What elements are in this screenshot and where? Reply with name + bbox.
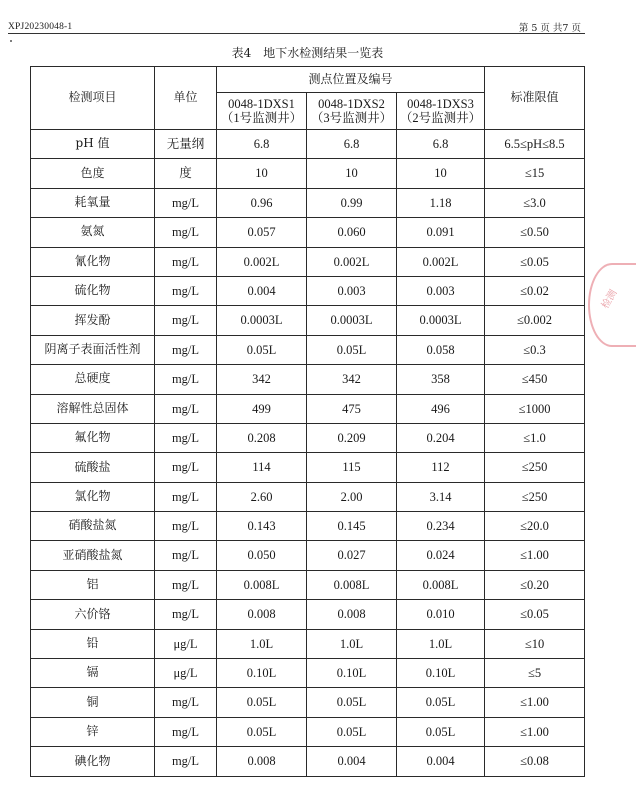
cell-v3: 0.05L <box>397 688 485 717</box>
cell-v3: 0.010 <box>397 600 485 629</box>
cell-v3: 0.058 <box>397 335 485 364</box>
cell-limit: ≤0.05 <box>485 600 585 629</box>
cell-v1: 0.05L <box>217 688 307 717</box>
site-code: 0048-1DXS1 <box>228 96 295 111</box>
cell-v2: 0.060 <box>307 218 397 247</box>
table-row <box>31 482 585 511</box>
cell-v2: 0.05L <box>307 717 397 746</box>
cell-v1: 0.008 <box>217 747 307 776</box>
cell-item: 硫化物 <box>31 276 155 305</box>
cell-v2: 0.145 <box>307 512 397 541</box>
table-row <box>31 394 585 423</box>
cell-v3: 0.002L <box>397 247 485 276</box>
cell-v1: 0.050 <box>217 541 307 570</box>
cell-limit: ≤3.0 <box>485 188 585 217</box>
cell-unit: mg/L <box>155 188 217 217</box>
cell-limit: ≤0.02 <box>485 276 585 305</box>
cell-v1: 0.143 <box>217 512 307 541</box>
page-info: 第 5 页 共7 页 <box>518 23 581 34</box>
cell-item: 锌 <box>31 717 155 746</box>
cell-v2: 115 <box>307 453 397 482</box>
cell-limit: ≤10 <box>485 629 585 658</box>
cell-v1: 0.0003L <box>217 306 307 335</box>
table-row <box>31 600 585 629</box>
cell-unit: mg/L <box>155 747 217 776</box>
site-name: （1号监测井） <box>220 111 303 125</box>
cell-unit: μg/L <box>155 659 217 688</box>
cell-item: 六价铬 <box>31 600 155 629</box>
table-row <box>31 629 585 658</box>
stamp-text: 检测 <box>599 288 620 311</box>
cell-v3: 1.18 <box>397 188 485 217</box>
cell-v1: 0.208 <box>217 423 307 452</box>
header-rule <box>8 33 585 34</box>
site-name: （3号监测井） <box>310 111 393 125</box>
cell-v1: 10 <box>217 159 307 188</box>
cell-item: 耗氧量 <box>31 188 155 217</box>
cell-unit: 无量纲 <box>155 130 217 159</box>
cell-limit: ≤0.05 <box>485 247 585 276</box>
cell-unit: mg/L <box>155 453 217 482</box>
cell-item: 氨氮 <box>31 218 155 247</box>
cell-v3: 1.0L <box>397 629 485 658</box>
table-row <box>31 247 585 276</box>
cell-v2: 0.002L <box>307 247 397 276</box>
table-body <box>31 130 585 777</box>
document-code: XPJ20230048-1 <box>8 22 73 32</box>
table-title: 表4 地下水检测结果一览表 <box>231 46 384 60</box>
cell-v3: 0.234 <box>397 512 485 541</box>
table-row <box>31 717 585 746</box>
cell-unit: mg/L <box>155 276 217 305</box>
cell-unit: mg/L <box>155 688 217 717</box>
cell-v2: 0.209 <box>307 423 397 452</box>
cell-v2: 6.8 <box>307 130 397 159</box>
cell-limit: ≤1.00 <box>485 688 585 717</box>
cell-v2: 0.99 <box>307 188 397 217</box>
cell-item: 铝 <box>31 570 155 599</box>
cell-item: 氟化物 <box>31 423 155 452</box>
table-row <box>31 512 585 541</box>
cell-v3: 496 <box>397 394 485 423</box>
cell-v2: 0.003 <box>307 276 397 305</box>
cell-unit: 度 <box>155 159 217 188</box>
cell-v2: 342 <box>307 365 397 394</box>
cell-v2: 0.008L <box>307 570 397 599</box>
cell-unit: mg/L <box>155 247 217 276</box>
cell-v2: 0.0003L <box>307 306 397 335</box>
site-header-2 <box>307 93 397 130</box>
table-row <box>31 159 585 188</box>
cell-item: 铜 <box>31 688 155 717</box>
cell-unit: mg/L <box>155 512 217 541</box>
table-row <box>31 306 585 335</box>
cell-v1: 114 <box>217 453 307 482</box>
cell-v3: 10 <box>397 159 485 188</box>
cell-v3: 0.204 <box>397 423 485 452</box>
cell-v2: 0.05L <box>307 335 397 364</box>
table-row <box>31 130 585 159</box>
cell-limit: ≤5 <box>485 659 585 688</box>
cell-v1: 0.05L <box>217 335 307 364</box>
cell-item: 铅 <box>31 629 155 658</box>
cell-item: 色度 <box>31 159 155 188</box>
header-unit: 单位 <box>155 67 217 130</box>
cell-v3: 112 <box>397 453 485 482</box>
cell-item: 氯化物 <box>31 482 155 511</box>
cell-v3: 0.0003L <box>397 306 485 335</box>
cell-v3: 0.024 <box>397 541 485 570</box>
table-row <box>31 453 585 482</box>
cell-v3: 0.10L <box>397 659 485 688</box>
cell-v3: 0.05L <box>397 717 485 746</box>
cell-limit: ≤1.00 <box>485 541 585 570</box>
site-header-3 <box>397 93 485 130</box>
cell-item: 硝酸盐氮 <box>31 512 155 541</box>
cell-item: 溶解性总固体 <box>31 394 155 423</box>
site-name: （2号监测井） <box>399 111 482 125</box>
cell-v1: 6.8 <box>217 130 307 159</box>
cell-v3: 0.003 <box>397 276 485 305</box>
table-row <box>31 570 585 599</box>
cell-v2: 0.05L <box>307 688 397 717</box>
cell-v1: 0.057 <box>217 218 307 247</box>
cell-item: 亚硝酸盐氮 <box>31 541 155 570</box>
cell-unit: mg/L <box>155 335 217 364</box>
cell-v1: 0.008L <box>217 570 307 599</box>
cell-v1: 0.10L <box>217 659 307 688</box>
cell-unit: mg/L <box>155 306 217 335</box>
cell-item: 阴离子表面活性剂 <box>31 335 155 364</box>
cell-limit: ≤0.08 <box>485 747 585 776</box>
cell-item: 硫酸盐 <box>31 453 155 482</box>
cell-limit: ≤0.3 <box>485 335 585 364</box>
cell-limit: ≤450 <box>485 365 585 394</box>
cell-item: 碘化物 <box>31 747 155 776</box>
cell-v1: 1.0L <box>217 629 307 658</box>
cell-item: pH 值 <box>31 130 155 159</box>
cell-limit: ≤250 <box>485 453 585 482</box>
table-row <box>31 659 585 688</box>
table-row <box>31 688 585 717</box>
cell-limit: ≤15 <box>485 159 585 188</box>
cell-v2: 0.004 <box>307 747 397 776</box>
cell-v2: 2.00 <box>307 482 397 511</box>
cell-v2: 475 <box>307 394 397 423</box>
header-item: 检测项目 <box>31 67 155 130</box>
cell-item: 总硬度 <box>31 365 155 394</box>
cell-limit: ≤0.50 <box>485 218 585 247</box>
cell-unit: mg/L <box>155 541 217 570</box>
cell-v1: 342 <box>217 365 307 394</box>
cell-limit: ≤20.0 <box>485 512 585 541</box>
cell-limit: ≤250 <box>485 482 585 511</box>
cell-limit: ≤1.0 <box>485 423 585 452</box>
cell-unit: mg/L <box>155 482 217 511</box>
cell-v1: 0.002L <box>217 247 307 276</box>
cell-v3: 3.14 <box>397 482 485 511</box>
table-row <box>31 218 585 247</box>
cell-unit: mg/L <box>155 423 217 452</box>
cell-v2: 10 <box>307 159 397 188</box>
cell-unit: mg/L <box>155 570 217 599</box>
table-row <box>31 541 585 570</box>
table-row <box>31 276 585 305</box>
cell-v1: 499 <box>217 394 307 423</box>
cell-v3: 0.091 <box>397 218 485 247</box>
cell-v3: 0.004 <box>397 747 485 776</box>
site-header-1 <box>217 93 307 130</box>
cell-v1: 0.05L <box>217 717 307 746</box>
table-row <box>31 188 585 217</box>
table-row <box>31 747 585 776</box>
cell-v3: 6.8 <box>397 130 485 159</box>
cell-v2: 0.008 <box>307 600 397 629</box>
cell-item: 挥发酚 <box>31 306 155 335</box>
cell-v1: 0.96 <box>217 188 307 217</box>
cell-v1: 0.008 <box>217 600 307 629</box>
cell-v3: 358 <box>397 365 485 394</box>
cell-limit: ≤0.002 <box>485 306 585 335</box>
cell-unit: mg/L <box>155 365 217 394</box>
results-table <box>30 66 585 777</box>
header-limit: 标准限值 <box>485 67 585 130</box>
table-row <box>31 365 585 394</box>
seal-stamp <box>588 263 636 347</box>
cell-limit: ≤0.20 <box>485 570 585 599</box>
cell-unit: mg/L <box>155 717 217 746</box>
cell-unit: mg/L <box>155 600 217 629</box>
cell-v1: 2.60 <box>217 482 307 511</box>
cell-limit: ≤1000 <box>485 394 585 423</box>
site-code: 0048-1DXS3 <box>407 96 474 111</box>
cell-unit: μg/L <box>155 629 217 658</box>
cell-item: 氰化物 <box>31 247 155 276</box>
margin-dot <box>10 40 12 42</box>
cell-v2: 1.0L <box>307 629 397 658</box>
table-row <box>31 335 585 364</box>
cell-limit: 6.5≤pH≤8.5 <box>485 130 585 159</box>
header-points: 测点位置及编号 <box>217 67 485 93</box>
cell-limit: ≤1.00 <box>485 717 585 746</box>
cell-v2: 0.10L <box>307 659 397 688</box>
cell-unit: mg/L <box>155 394 217 423</box>
cell-v3: 0.008L <box>397 570 485 599</box>
cell-v2: 0.027 <box>307 541 397 570</box>
cell-unit: mg/L <box>155 218 217 247</box>
site-code: 0048-1DXS2 <box>318 96 385 111</box>
table-row <box>31 423 585 452</box>
cell-item: 镉 <box>31 659 155 688</box>
cell-v1: 0.004 <box>217 276 307 305</box>
